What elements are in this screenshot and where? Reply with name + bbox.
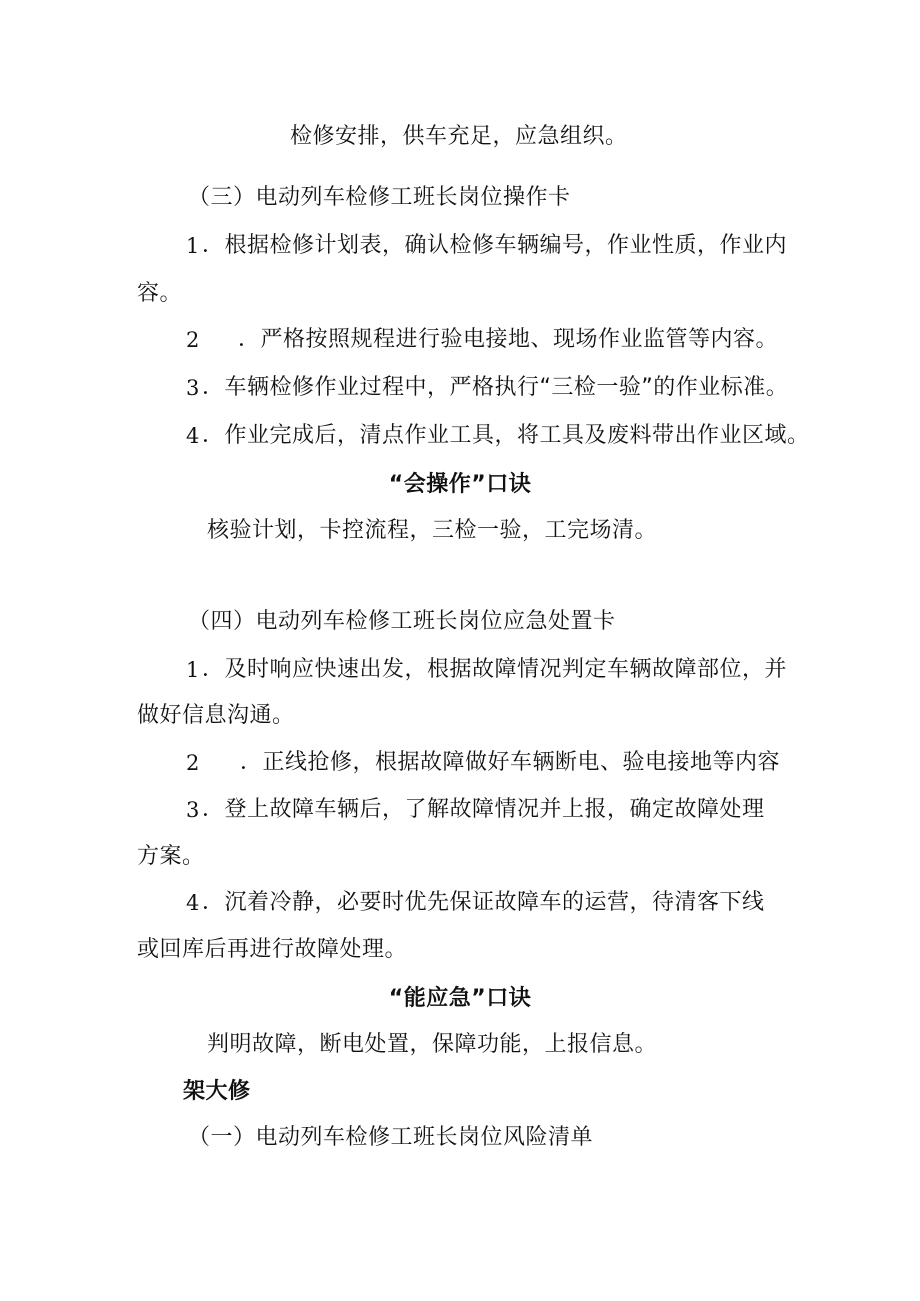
item-number: 4 — [186, 891, 200, 915]
item-text: ．根据检修计划表，确认检修车辆编号，作业性质，作业内 — [202, 233, 788, 258]
item-text-continued: 或回库后再进行故障处理。 — [137, 937, 408, 962]
section-heading: （四）电动列车检修工班长岗位应急处置卡 — [188, 609, 616, 634]
item-text-continued: 做好信息沟通。 — [137, 703, 295, 728]
paragraph-line: 检修安排，供车充足，应急组织。 — [290, 124, 628, 149]
section-title: 架大修 — [183, 1079, 251, 1104]
section-heading: （一）电动列车检修工班长岗位风险清单 — [188, 1125, 594, 1150]
item-text: ．严格按照规程进行验电接地、现场作业监管等内容。 — [238, 327, 779, 352]
item-text: ．沉着冷静，必要时优先保证故障车的运营，待清客下线 — [202, 890, 765, 915]
item-number: 1 — [186, 658, 200, 682]
section-heading: （三）电动列车检修工班长岗位操作卡 — [188, 185, 571, 210]
item-text-continued: 容。 — [137, 281, 183, 306]
mnemonic-title: “会操作”口诀 — [388, 472, 532, 497]
mnemonic-title: “能应急”口诀 — [388, 986, 532, 1011]
item-text: ．作业完成后，清点作业工具，将工具及废料带出作业区域。 — [202, 423, 810, 448]
item-number: 3 — [186, 376, 200, 400]
item-text: ．正线抢修，根据故障做好车辆断电、验电接地等内容 — [240, 750, 781, 775]
item-text: ．车辆检修作业过程中，严格执行“三检一验”的作业标准。 — [202, 375, 789, 400]
mnemonic-text: 核验计划，卡控流程，三检一验，工完场清。 — [207, 518, 658, 543]
mnemonic-text: 判明故障，断电处置，保障功能，上报信息。 — [207, 1032, 658, 1057]
item-text: ．及时响应快速出发，根据故障情况判定车辆故障部位，并 — [202, 657, 788, 682]
item-number: 2 — [186, 751, 200, 775]
item-text: ．登上故障车辆后，了解故障情况并上报，确定故障处理 — [202, 797, 765, 822]
item-number: 2 — [186, 328, 200, 352]
item-number: 3 — [186, 798, 200, 822]
item-number: 4 — [186, 424, 200, 448]
item-number: 1 — [186, 234, 200, 258]
item-text-continued: 方案。 — [137, 844, 205, 869]
